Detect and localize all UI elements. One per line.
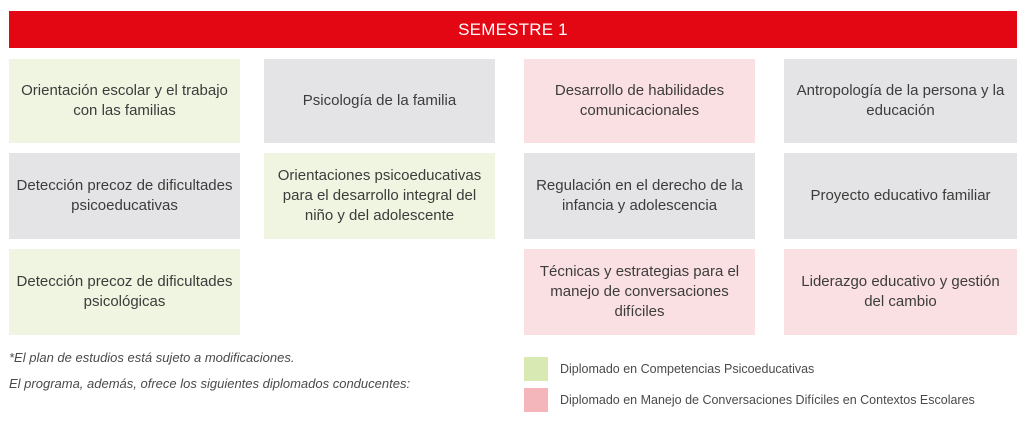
diplomas-intro-note: El programa, además, ofrece los siguientes diplomados conducentes: [9, 376, 411, 391]
course-antropologia: Antropología de la persona y la educación [784, 59, 1017, 143]
course-proyecto-educativo: Proyecto educativo familiar [784, 153, 1017, 239]
semester-header [9, 11, 1017, 48]
semester-title: SEMESTRE 1 [458, 19, 568, 39]
legend-label-conversaciones: Diplomado en Manejo de Conversaciones Difíciles en Contextos Escolares [560, 393, 975, 407]
course-habilidades-comunicacionales: Desarrollo de habilidades comunicacionales [524, 59, 755, 143]
green-swatch-icon [524, 357, 548, 381]
legend-item-conversaciones [524, 388, 975, 412]
course-liderazgo-educativo: Liderazgo educativo y gestión del cambio [784, 249, 1017, 335]
course-deteccion-psicoeducativas: Detección precoz de dificultades psicoeducativas [9, 153, 240, 239]
disclaimer-note: *El plan de estudios está sujeto a modificaciones. [9, 350, 295, 365]
legend-label-psicoeducativas: Diplomado en Competencias Psicoeducativas [560, 362, 815, 376]
course-regulacion-derecho: Regulación en el derecho de la infancia y adolescencia [524, 153, 755, 239]
course-orientacion-escolar: Orientación escolar y el trabajo con las familias [9, 59, 240, 143]
course-orientaciones-psicoeducativas: Orientaciones psicoeducativas para el desarrollo integral del niño y del adolescente [264, 153, 495, 239]
course-deteccion-psicologicas: Detección precoz de dificultades psicológicas [9, 249, 240, 335]
course-tecnicas-estrategias: Técnicas y estrategias para el manejo de conversaciones difíciles [524, 249, 755, 335]
pink-swatch-icon [524, 388, 548, 412]
course-psicologia-familia: Psicología de la familia [264, 59, 495, 143]
legend-item-psicoeducativas [524, 357, 814, 381]
